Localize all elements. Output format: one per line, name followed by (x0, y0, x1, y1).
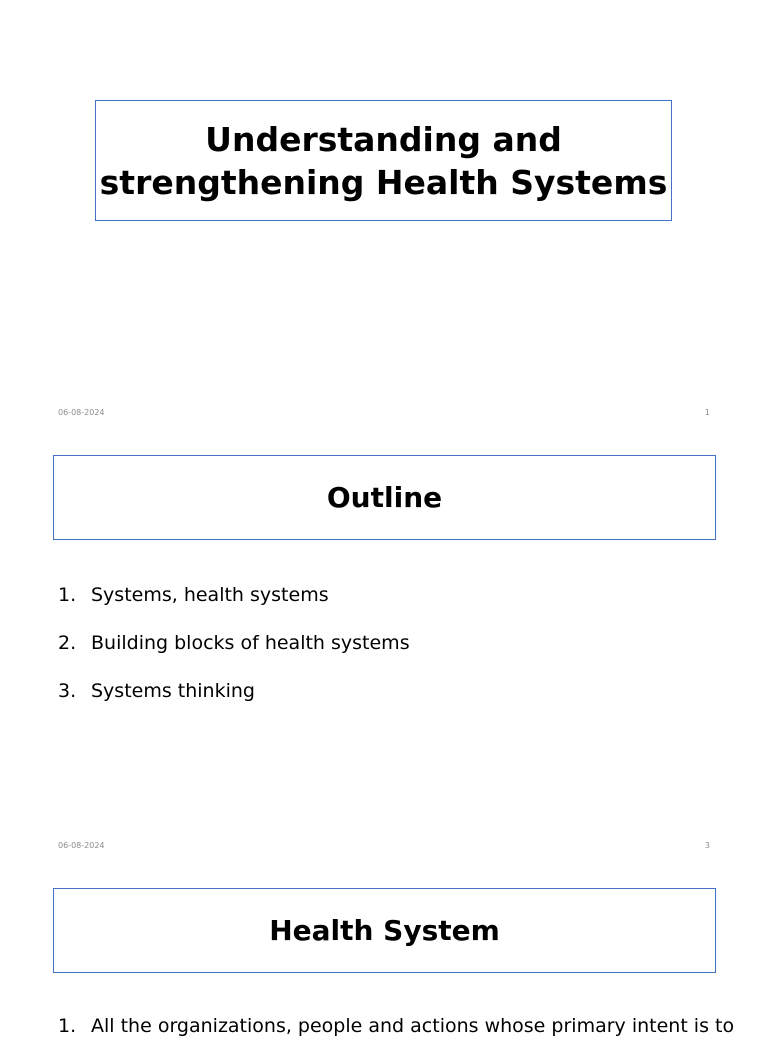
slide-2-footer-date: 06-08-2024 (58, 841, 105, 850)
list-item (58, 1013, 735, 1039)
list-item-number: 2. (58, 632, 77, 654)
list-item-text: Systems thinking (91, 680, 255, 702)
list-item-text: Systems, health systems (91, 584, 329, 606)
slide-3-title-box (53, 888, 716, 973)
list-item (58, 630, 410, 678)
slide-1-title-box (95, 100, 672, 221)
list-item-number: 1. (58, 584, 77, 606)
list-item (58, 582, 410, 630)
slide-2-page-number: 3 (704, 841, 710, 850)
slide-2-title-box (53, 455, 716, 540)
list-item-text: Building blocks of health systems (91, 632, 410, 654)
health-system-list (58, 1013, 735, 1039)
outline-list (58, 582, 410, 726)
slide-1-page-number: 1 (704, 408, 710, 417)
list-item-text: All the organizations, people and actions whose primary intent is to (91, 1015, 735, 1037)
list-item-number: 3. (58, 680, 77, 702)
list-item (58, 678, 410, 726)
slide-1-title (100, 118, 668, 204)
list-item-number: 1. (58, 1015, 77, 1037)
slide-1-title-line-2: strengthening Health Systems (99, 162, 668, 202)
slide-2-title: Outline (326, 481, 443, 514)
slide-1-footer-date: 06-08-2024 (58, 408, 105, 417)
slide-1-title-line-1: Understanding and (205, 119, 562, 159)
slide-3-title: Health System (269, 914, 500, 947)
